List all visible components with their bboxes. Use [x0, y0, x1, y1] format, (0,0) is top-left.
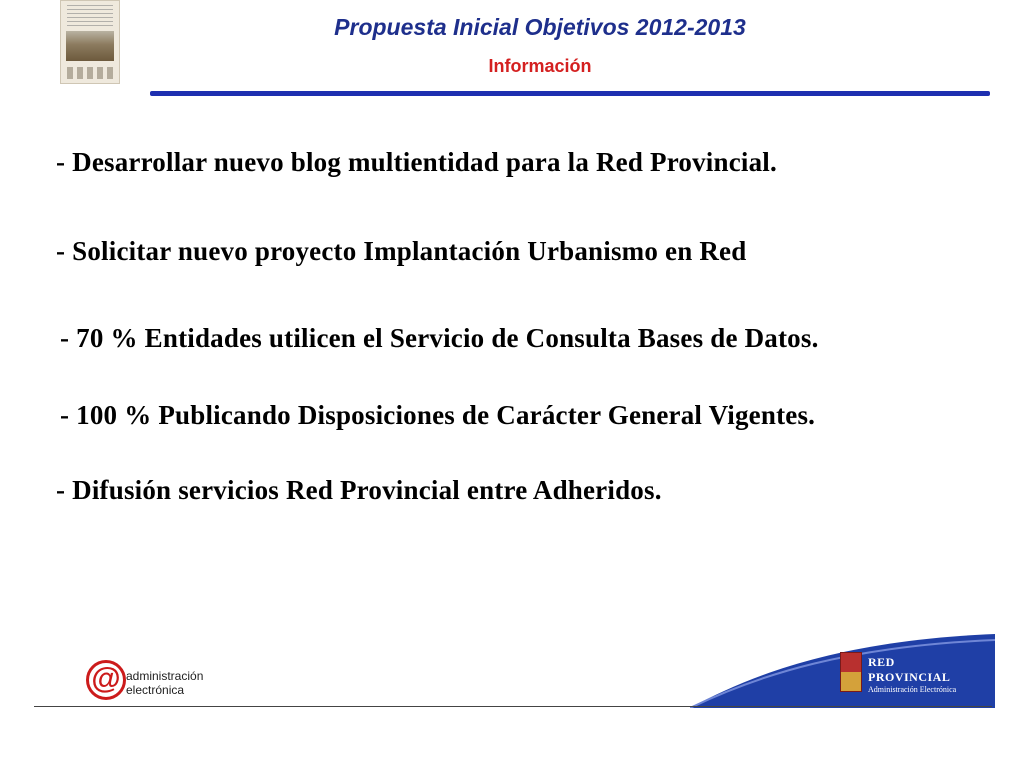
coat-of-arms-icon	[840, 652, 862, 692]
bullet-item: - 70 % Entidades utilicen el Servicio de Consulta Bases de Datos.	[60, 323, 819, 353]
red-provincial-line2: PROVINCIAL	[868, 670, 951, 684]
footer-divider	[34, 706, 992, 707]
bullet-item: - Desarrollar nuevo blog multientidad para la Red Provincial.	[56, 147, 777, 177]
page-subtitle: Información	[488, 56, 592, 76]
red-provincial-line1: RED	[868, 655, 895, 669]
page-title: Propuesta Inicial Objetivos 2012-2013	[334, 14, 746, 40]
admin-logo-line2: electrónica	[126, 683, 185, 697]
administracion-electronica-logo	[86, 660, 246, 706]
bullet-item: - 100 % Publicando Disposiciones de Carácter General Vigentes.	[60, 400, 816, 430]
bullet-item: - Difusión servicios Red Provincial entre Adheridos.	[56, 475, 662, 505]
admin-logo-line1: administración	[126, 669, 204, 683]
red-provincial-line3: Administración Electrónica	[868, 685, 957, 694]
header-divider	[150, 91, 990, 96]
at-sign-icon: @	[86, 660, 126, 700]
bullet-item: - Solicitar nuevo proyecto Implantación Urbanismo en Red	[56, 236, 747, 266]
conference-cover-thumbnail	[60, 0, 120, 84]
